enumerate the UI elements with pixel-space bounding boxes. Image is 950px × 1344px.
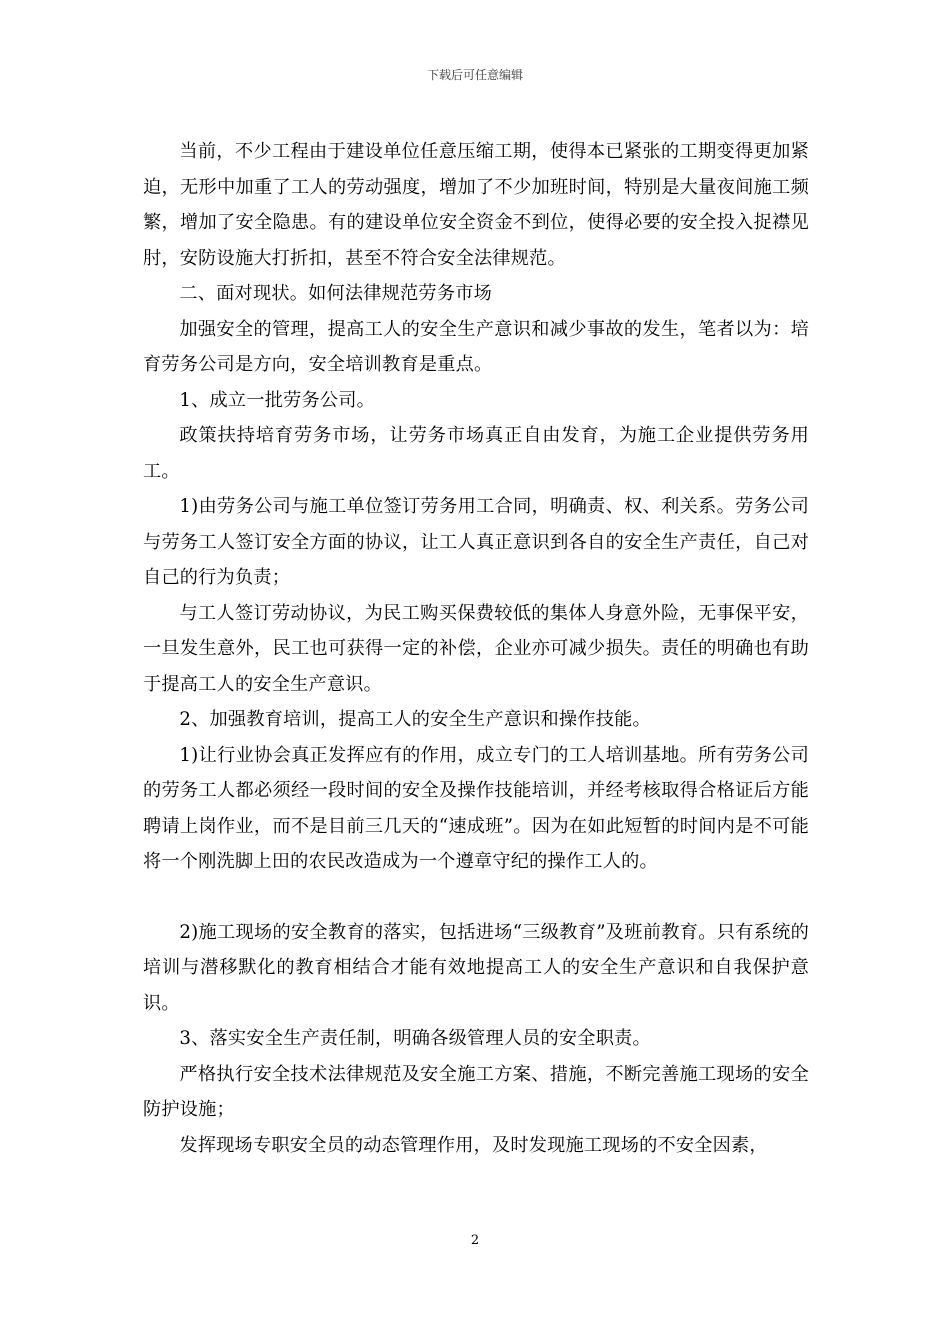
subheading-2: 2、加强教育培训，提高工人的安全生产意识和操作技能。 [179, 709, 651, 730]
page-header: 下载后可任意编辑 [426, 68, 523, 82]
paragraph-10: 2)施工现场的安全教育的落实，包括进场“三级教育”及班前教育。只有系统的培训与潜移默化的教育相结合才能有效地提高工人的安全生产意识和自我保护意识。 [143, 921, 809, 1014]
paragraph-13: 发挥现场专职安全员的动态管理作用，及时发现施工现场的不安全因素， [179, 1134, 768, 1156]
paragraph-7: 与工人签订劳动协议，为民工购买保费较低的集体人身意外险，无事保平安，一旦发生意外，民工也可获得一定的补偿，企业亦可减少损失。责任的明确也有助于提高工人的安全生产意识。 [143, 602, 809, 695]
paragraph-3: 加强安全的管理，提高工人的安全生产意识和减少事故的发生，笔者以为：培育劳务公司是方向，安全培训教育是重点。 [143, 318, 809, 375]
paragraph-12: 严格执行安全技术法律规范及安全施工方案、措施，不断完善施工现场的安全防护设施； [143, 1063, 809, 1120]
document-body [143, 134, 809, 1163]
section-heading-2: 二、面对现状。如何法律规范劳务市场 [179, 283, 492, 304]
subheading-1: 1、成立一批劳务公司。 [179, 389, 376, 411]
paragraph-9: 1)让行业协会真正发挥应有的作用，成立专门的工人培训基地。所有劳务公司的劳务工人都必须经一段时间的安全及操作技能培训，并经考核取得合格证后方能聘请上岗作业，而不是目前三几天的“速成班”。因为在如此短暂的时间内是不可能将一个刚洗脚上田的农民改造成为一个遵章守纪的操作工人的。 [143, 744, 809, 872]
paragraph-1: 当前，不少工程由于建设单位任意压缩工期，使得本已紧张的工期变得更加紧迫，无形中加重了工人的劳动强度，增加了不少加班时间，特别是大量夜间施工频繁，增加了安全隐患。有的建设单位安全资金不到位，使得必要的安全投入捉襟见肘，安防设施大打折扣，甚至不符合安全法律规范。 [143, 141, 809, 269]
paragraph-6: 1)由劳务公司与施工单位签订劳务用工合同，明确责、权、利关系。劳务公司与劳务工人签订安全方面的协议，让工人真正意识到各自的安全生产责任，自己对自己的行为负责； [143, 496, 809, 588]
subheading-3: 3、落实安全生产责任制，明确各级管理人员的安全职责。 [179, 1028, 651, 1049]
paragraph-gap [143, 880, 809, 915]
page-number: 2 [470, 1233, 480, 1248]
paragraph-5: 政策扶持培育劳务市场，让劳务市场真正自由发育，为施工企业提供劳务用工。 [143, 425, 809, 482]
